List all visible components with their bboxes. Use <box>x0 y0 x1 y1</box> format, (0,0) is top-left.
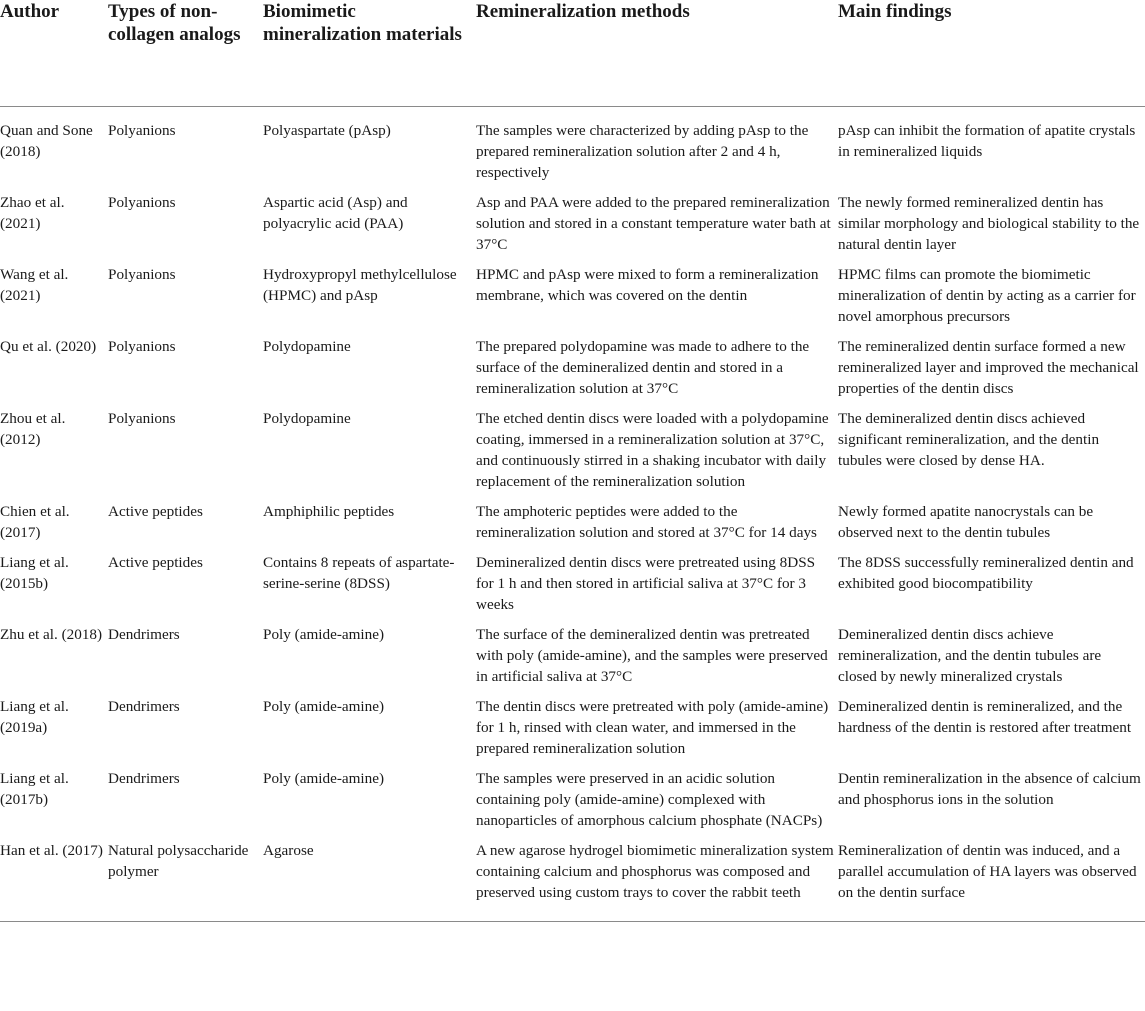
cell-author: Liang et al. (2019a) <box>0 698 69 736</box>
cell-method: Asp and PAA were added to the prepared remineralization solution and stored in a constant temperature water bath at 37°C <box>476 194 831 253</box>
cell-material: Contains 8 repeats of aspartate-serine-serine (8DSS) <box>263 554 455 592</box>
cell-method: The prepared polydopamine was made to adhere to the surface of the demineralized dentin and stored in a remineralization solution at 37°C <box>476 338 810 397</box>
cell-method: The samples were preserved in an acidic solution containing poly (amide-amine) complexed with nanoparticles of amorphous calcium phosphate (NACPs) <box>476 770 823 829</box>
cell-author: Zhou et al. (2012) <box>0 410 66 448</box>
cell-method: The samples were characterized by adding pAsp to the prepared remineralization solution after 2 and 4 h, respectively <box>476 122 809 181</box>
cell-author: Qu et al. (2020) <box>0 338 97 355</box>
cell-method: The dentin discs were pretreated with poly (amide-amine) for 1 h, rinsed with clean water, and immersed in the prepared remineralization solution <box>476 698 829 757</box>
cell-finding: Dentin remineralization in the absence of calcium and phosphorus ions in the solution <box>838 770 1141 808</box>
cell-material: Poly (amide-amine) <box>263 770 385 787</box>
cell-material: Polyaspartate (pAsp) <box>263 122 391 139</box>
cell-method: The etched dentin discs were loaded with a polydopamine coating, immersed in a remineralization solution at 37°C, and continuously stirred in a shaking incubator with daily replacement of the remineralization solution <box>476 410 829 490</box>
cell-finding: Demineralized dentin discs achieve remineralization, and the dentin tubules are closed by newly mineralized crystals <box>838 626 1102 685</box>
cell-material: Hydroxypropyl methylcellulose (HPMC) and pAsp <box>263 266 457 304</box>
table-row <box>0 264 1145 336</box>
cell-material: Polydopamine <box>263 410 351 427</box>
cell-type: Polyanions <box>108 122 176 139</box>
cell-finding: Newly formed apatite nanocrystals can be observed next to the dentin tubules <box>838 503 1094 541</box>
cell-material: Polydopamine <box>263 338 351 355</box>
cell-author: Liang et al. (2017b) <box>0 770 69 808</box>
cell-material: Poly (amide-amine) <box>263 698 385 715</box>
table-row <box>0 408 1145 501</box>
table-body <box>0 107 1145 922</box>
cell-finding: The 8DSS successfully remineralized dentin and exhibited good biocompatibility <box>838 554 1134 592</box>
cell-finding: Demineralized dentin is remineralized, and the hardness of the dentin is restored after treatment <box>838 698 1132 736</box>
cell-type: Polyanions <box>108 194 176 211</box>
cell-material: Poly (amide-amine) <box>263 626 385 643</box>
cell-type: Dendrimers <box>108 698 180 715</box>
cell-method: Demineralized dentin discs were pretreated using 8DSS for 1 h and then stored in artificial saliva at 37°C for 3 weeks <box>476 554 816 613</box>
cell-author: Han et al. (2017) <box>0 840 108 922</box>
header-row <box>0 0 1145 107</box>
cell-type: Active peptides <box>108 554 203 571</box>
cell-finding: HPMC films can promote the biomimetic mineralization of dentin by acting as a carrier for novel amorphous precursors <box>838 266 1136 325</box>
cell-author: Quan and Sone (2018) <box>0 122 93 160</box>
header-materials: Biomimetic mineralization materials <box>263 0 476 107</box>
table-row <box>0 696 1145 768</box>
cell-finding: The demineralized dentin discs achieved significant remineralization, and the dentin tubules were closed by dense HA. <box>838 410 1100 469</box>
header-findings: Main findings <box>838 0 1145 107</box>
cell-author: Wang et al. (2021) <box>0 266 69 304</box>
table-row <box>0 552 1145 624</box>
cell-author: Zhu et al. (2018) <box>0 626 103 643</box>
table-row <box>0 336 1145 408</box>
cell-finding: The remineralized dentin surface formed a new remineralized layer and improved the mechanical properties of the dentin discs <box>838 338 1139 397</box>
cell-finding: The newly formed remineralized dentin has similar morphology and biological stability to the natural dentin layer <box>838 194 1140 253</box>
cell-type: Polyanions <box>108 266 176 283</box>
table-row <box>0 768 1145 840</box>
cell-type: Polyanions <box>108 338 176 355</box>
cell-material: Agarose <box>263 840 476 922</box>
cell-method: The surface of the demineralized dentin was pretreated with poly (amide-amine), and the samples were preserved in artificial saliva at 37°C <box>476 626 828 685</box>
table-row <box>0 840 1145 922</box>
header-author: Author <box>0 0 108 107</box>
cell-method: A new agarose hydrogel biomimetic mineralization system containing calcium and phosphorus was composed and preserved using custom trays to cover the rabbit teeth <box>476 840 838 922</box>
cell-finding: pAsp can inhibit the formation of apatite crystals in remineralized liquids <box>838 122 1136 160</box>
cell-type: Dendrimers <box>108 770 180 787</box>
cell-type: Active peptides <box>108 503 203 520</box>
cell-material: Amphiphilic peptides <box>263 503 395 520</box>
table-row <box>0 107 1145 193</box>
header-methods: Remineralization methods <box>476 0 838 107</box>
cell-material: Aspartic acid (Asp) and polyacrylic acid (PAA) <box>263 194 408 232</box>
cell-method: The amphoteric peptides were added to the remineralization solution and stored at 37°C for 14 days <box>476 503 817 541</box>
table-header <box>0 0 1145 107</box>
cell-author: Chien et al. (2017) <box>0 503 70 541</box>
table-row <box>0 501 1145 552</box>
cell-finding: Remineralization of dentin was induced, and a parallel accumulation of HA layers was observed on the dentin surface <box>838 840 1145 922</box>
cell-type: Dendrimers <box>108 626 180 643</box>
cell-type: Natural polysaccharide polymer <box>108 840 263 922</box>
cell-author: Zhao et al. (2021) <box>0 194 65 232</box>
cell-method: HPMC and pAsp were mixed to form a remineralization membrane, which was covered on the dentin <box>476 266 819 304</box>
cell-type: Polyanions <box>108 410 176 427</box>
table-row <box>0 624 1145 696</box>
header-types: Types of non-collagen analogs <box>108 0 263 107</box>
table-row <box>0 192 1145 264</box>
cell-author: Liang et al. (2015b) <box>0 554 69 592</box>
